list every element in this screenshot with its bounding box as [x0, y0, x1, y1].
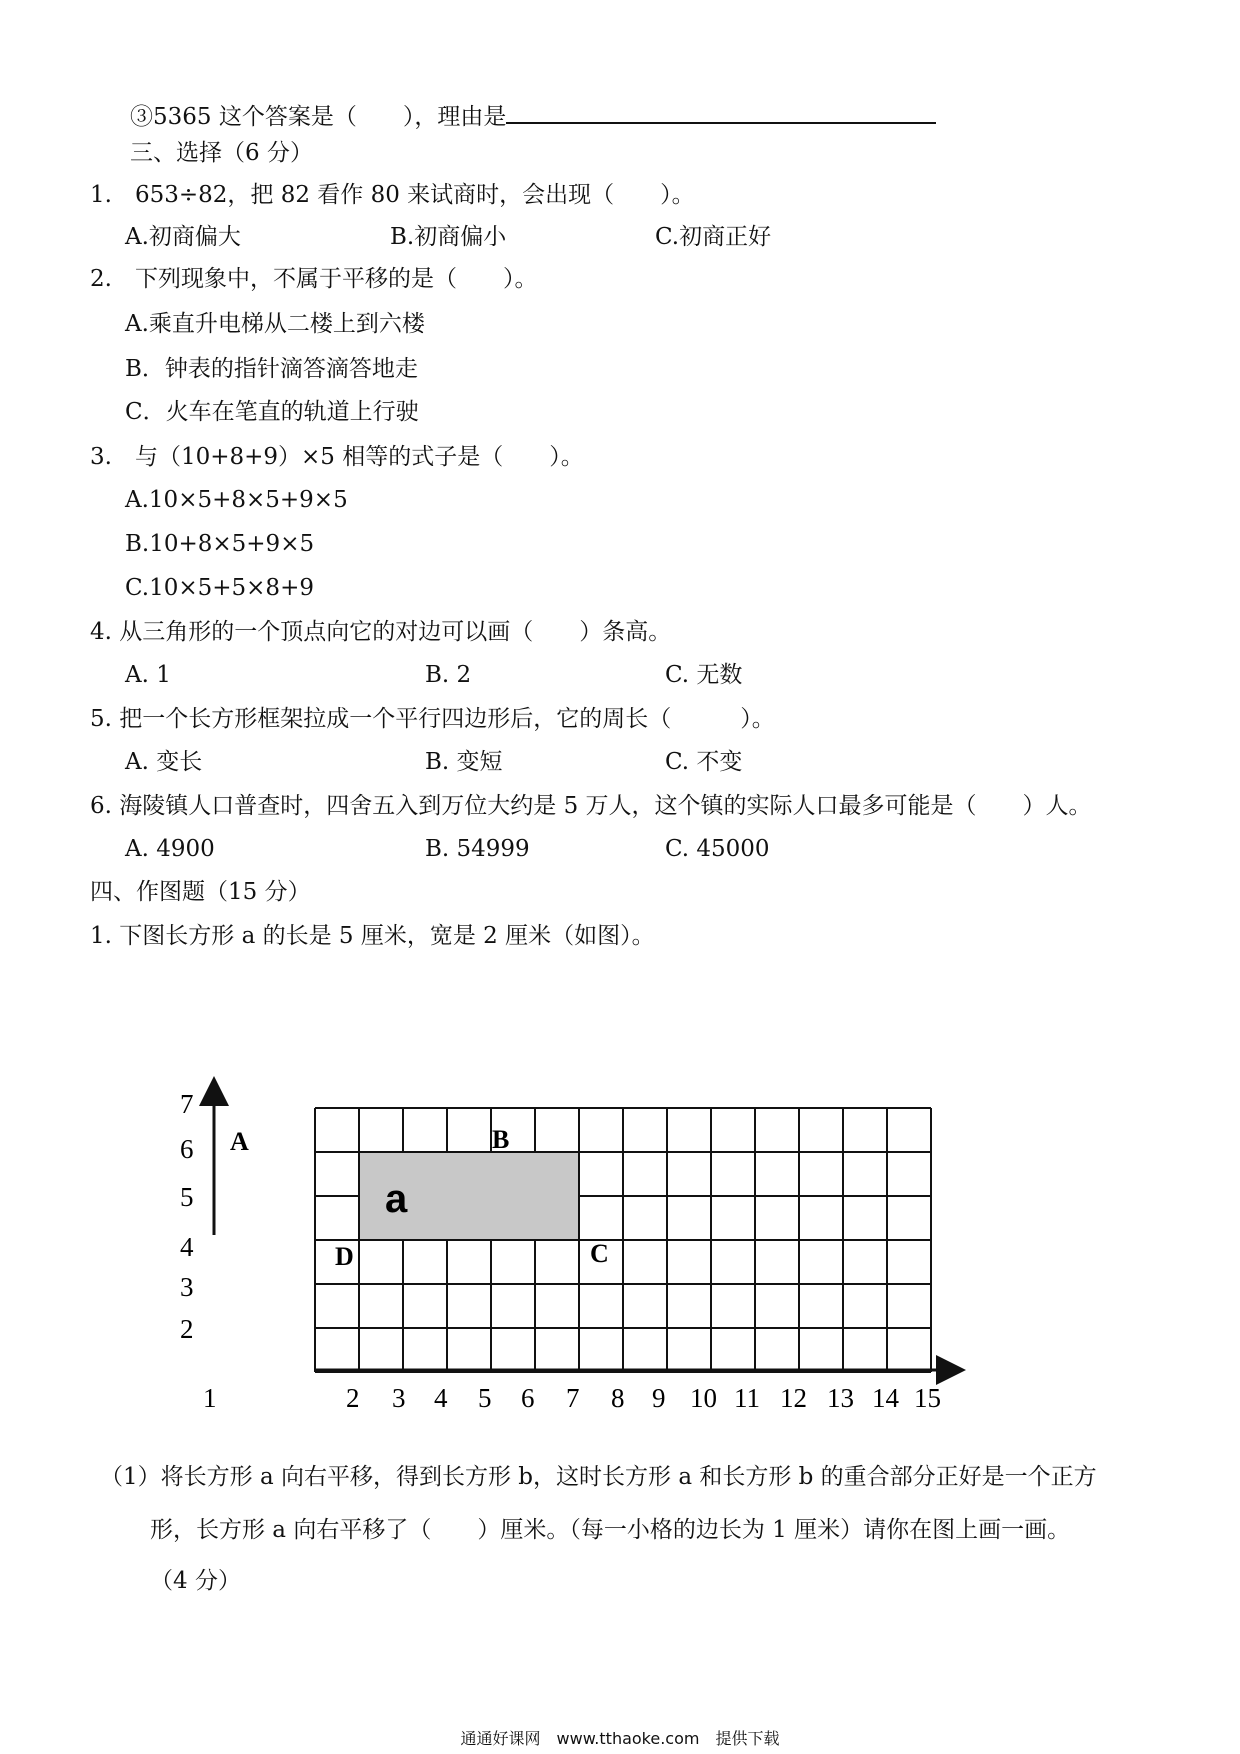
instruction-line-1: （1）将长方形 a 向右平移，得到长方形 b，这时长方形 a 和长方形 b 的重合部分正好是一个正方 — [100, 1464, 1097, 1490]
question-6-option-c: C. 45000 — [665, 836, 770, 862]
section-4-heading: 四、作图题（15 分） — [90, 879, 311, 905]
question-5-option-a: A. 变长 — [125, 749, 203, 775]
x-tick-label: 15 — [914, 1383, 941, 1413]
y-tick-label: 4 — [180, 1232, 194, 1262]
x-tick-label: 13 — [827, 1383, 854, 1413]
x-tick-label: 2 — [346, 1383, 360, 1413]
x-tick-label: 10 — [690, 1383, 717, 1413]
question-5-option-c: C. 不变 — [665, 749, 743, 775]
question-4-option-c: C. 无数 — [665, 662, 743, 688]
question-3-option-a: A.10×5+8×5+9×5 — [125, 487, 348, 513]
instruction-line-3: （4 分） — [150, 1568, 241, 1594]
y-tick-label: 5 — [180, 1182, 194, 1212]
answer-reason-text: ③5365 这个答案是（ ），理由是 — [130, 104, 507, 130]
point-c-label: C — [590, 1239, 609, 1268]
x-tick-label: 6 — [521, 1383, 535, 1413]
point-b-label: B — [492, 1125, 510, 1154]
question-4: 4. 从三角形的一个顶点向它的对边可以画（ ）条高。 — [90, 619, 672, 645]
section-3-heading: 三、选择（6 分） — [130, 140, 313, 166]
question-1-option-b: B.初商偏小 — [390, 224, 507, 250]
question-5-option-b: B. 变短 — [425, 749, 503, 775]
question-1-option-c: C.初商正好 — [655, 224, 772, 250]
question-3-option-b: B.10+8×5+9×5 — [125, 531, 315, 557]
y-tick-label: 7 — [180, 1089, 194, 1119]
y-tick-label: 3 — [180, 1272, 194, 1302]
question-1-option-a: A.初商偏大 — [125, 224, 241, 250]
question-3-option-c: C.10×5+5×8+9 — [125, 575, 314, 601]
y-tick-labels — [180, 1089, 194, 1344]
question-2-option-b: B．钟表的指针滴答滴答地走 — [125, 356, 418, 382]
drawing-question-1: 1. 下图长方形 a 的长是 5 厘米，宽是 2 厘米（如图）。 — [90, 923, 655, 949]
question-6: 6. 海陵镇人口普查时，四舍五入到万位大约是 5 万人，这个镇的实际人口最多可能是（ ）人。 — [90, 793, 1092, 819]
rectangle-a-label: a — [385, 1177, 408, 1221]
instruction-line-2: 形，长方形 a 向右平移了（ ）厘米。（每一小格的边长为 1 厘米）请你在图上画一画。 — [150, 1517, 1071, 1543]
x-tick-label: 14 — [872, 1383, 899, 1413]
x-tick-label: 7 — [566, 1383, 580, 1413]
y-tick-label: 6 — [180, 1134, 194, 1164]
question-2-option-a: A.乘直升电梯从二楼上到六楼 — [125, 311, 425, 337]
y-tick-label: 2 — [180, 1314, 194, 1344]
point-d-label: D — [335, 1242, 354, 1271]
x-tick-label: 5 — [478, 1383, 492, 1413]
x-tick-label: 11 — [734, 1383, 760, 1413]
question-4-option-a: A. 1 — [125, 662, 171, 688]
question-1: 1. 653÷82，把 82 看作 80 来试商时，会出现（ ）。 — [90, 182, 695, 208]
question-6-option-b: B. 54999 — [425, 836, 530, 862]
question-4-option-b: B. 2 — [425, 662, 472, 688]
x-tick-labels — [203, 1383, 941, 1413]
question-6-option-a: A. 4900 — [125, 836, 215, 862]
x-tick-label: 12 — [780, 1383, 807, 1413]
footer-credit: 通通好课网 www.tthaoke.com 提供下载 — [460, 1729, 780, 1748]
point-a-label: A — [230, 1127, 249, 1156]
question-2-option-c: C．火车在笔直的轨道上行驶 — [125, 399, 419, 425]
x-tick-label: 1 — [203, 1383, 217, 1413]
question-5: 5. 把一个长方形框架拉成一个平行四边形后，它的周长（ ）。 — [90, 706, 775, 732]
x-tick-label: 8 — [611, 1383, 625, 1413]
x-tick-label: 3 — [392, 1383, 406, 1413]
x-tick-label: 4 — [434, 1383, 448, 1413]
question-3: 3. 与（10+8+9）×5 相等的式子是（ ）。 — [90, 444, 584, 470]
x-tick-label: 9 — [652, 1383, 666, 1413]
question-2: 2. 下列现象中，不属于平移的是（ ）。 — [90, 266, 538, 292]
